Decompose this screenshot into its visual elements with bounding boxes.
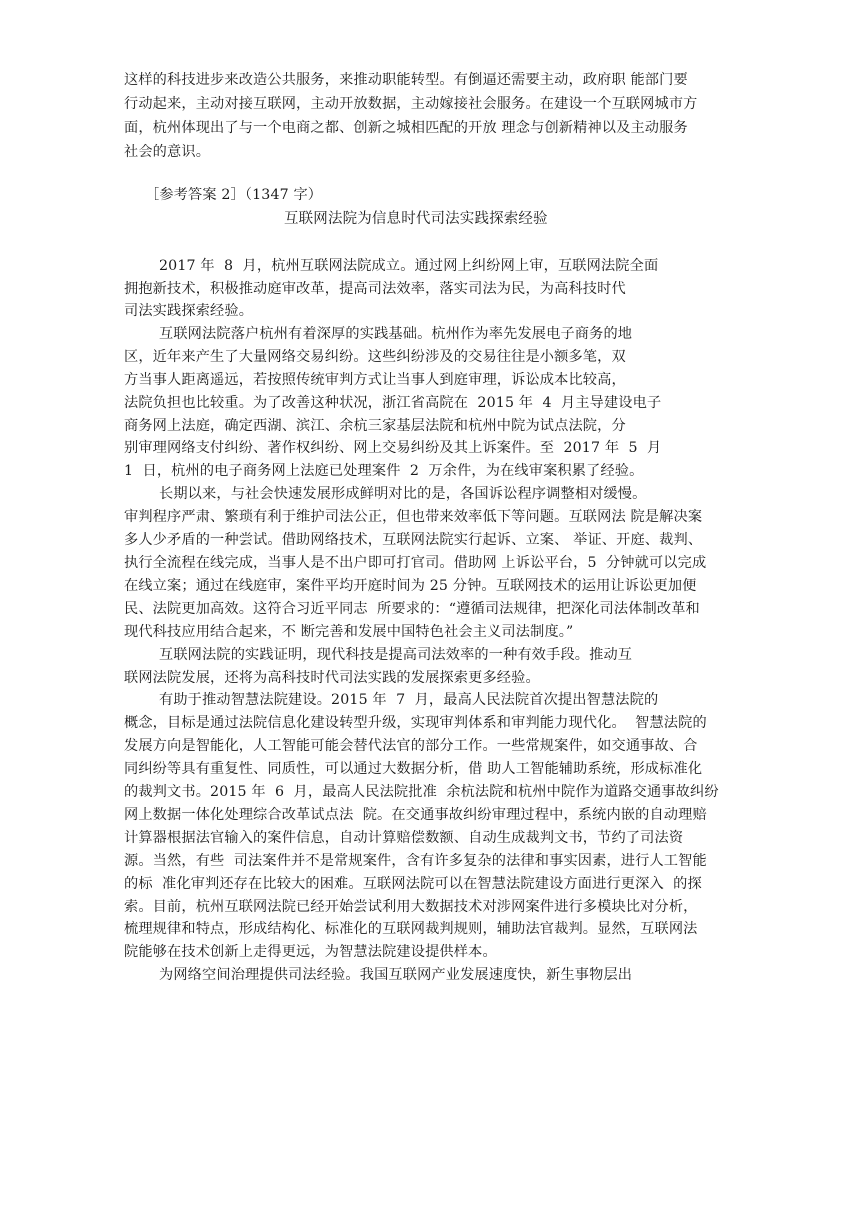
body-line: 发展方向是智能化，人工智能可能会替代法官的部分工作。一些常规案件，如交通事故、合 — [124, 738, 698, 754]
body-line: 为网络空间治理提供司法经验。我国互联网产业发展速度快，新生事物层出 — [159, 967, 633, 983]
body-line: 审判程序严肃、繁琐有利于维护司法公正，但也带来效率低下等问题。互联网法 院是解决案 — [124, 509, 703, 525]
body-line: 概念，目标是通过法院信息化建设转型升级，实现审判体系和审判能力现代化。 智慧法院的 — [124, 715, 707, 731]
intro-line: 行动起来，主动对接互联网，主动开放数据，主动嫁接社会服务。在建设一个互联网城市方 — [124, 96, 698, 112]
body-line: 执行全流程在线完成，当事人是不出户即可打官司。借助网 上诉讼平台，5 分钟就可以完成 — [124, 555, 707, 571]
body-line: 法院负担也比较重。为了改善这种状况，浙江省高院在 2015 年 4 月主导建设电子 — [124, 395, 662, 411]
body-line: 别审理网络支付纠纷、著作权纠纷、网上交易纠纷及其上诉案件。至 2017 年 5 月 — [124, 440, 662, 456]
body-line: 长期以来，与社会快速发展形成鲜明对比的是，各国诉讼程序调整相对缓慢。 — [159, 486, 647, 502]
intro-line: 这样的科技进步来改造公共服务，来推动职能转型。有倒逼还需要主动，政府职 能部门要 — [124, 72, 688, 88]
body-line: 院能够在技术创新上走得更远，为智慧法院建设提供样本。 — [124, 944, 497, 960]
essay-title: 互联网法院为信息时代司法实践探索经验 — [284, 211, 548, 227]
body-line: 现代科技应用结合起来，不 断完善和发展中国特色社会主义司法制度。” — [124, 624, 574, 640]
body-line: 联网法院发展，还将为高科技时代司法实践的发展探索更多经验。 — [124, 670, 540, 686]
body-line: 有助于推动智慧法院建设。2015 年 7 月，最高人民法院首次提出智慧法院的 — [159, 692, 659, 708]
body-line: 1 日，杭州的电子商务网上法庭已处理案件 2 万余件，为在线审案积累了经验。 — [124, 463, 644, 479]
body-line: 2017 年 8 月，杭州互联网法院成立。通过网上纠纷网上审，互联网法院全面 — [159, 258, 659, 274]
body-line: 多人少矛盾的一种尝试。借助网络技术，互联网法院实行起诉、立案、 举证、开庭、裁判、 — [124, 532, 703, 548]
answer-label: ［参考答案 2］（1347 字） — [145, 187, 323, 203]
body-line: 互联网法院落户杭州有着深厚的实践基础。杭州作为率先发展电子商务的地 — [159, 326, 633, 342]
body-line: 计算器根据法官输入的案件信息，自动计算赔偿数额、自动生成裁判文书，节约了司法资 — [124, 830, 684, 846]
body-line: 同纠纷等具有重复性、同质性，可以通过大数据分析，借 助人工智能辅助系统，形成标准化 — [124, 761, 703, 777]
body-line: 拥抱新技术，积极推动庭审改革，提高司法效率，落实司法为民，为高科技时代 — [124, 281, 626, 297]
body-line: 的裁判文书。2015 年 6 月，最高人民法院批准 余杭法院和杭州中院作为道路交通事故纠纷 — [124, 784, 719, 800]
body-line: 方当事人距离遥远，若按照传统审判方式让当事人到庭审理，诉讼成本比较高， — [124, 372, 626, 388]
body-line: 网上数据一体化处理综合改革试点法 院。在交通事故纠纷审理过程中，系统内嵌的自动理赔 — [124, 807, 707, 823]
body-line: 司法实践探索经验。 — [124, 303, 254, 319]
intro-line: 面，杭州体现出了与一个电商之都、创新之城相匹配的开放 理念与创新精神以及主动服务 — [124, 120, 688, 136]
body-line: 的标 准化审判还存在比较大的困难。互联网法院可以在智慧法院建设方面进行更深入 的探 — [124, 876, 702, 892]
body-line: 源。当然，有些 司法案件并不是常规案件，含有许多复杂的法律和事实因素，进行人工智能 — [124, 853, 707, 869]
body-line: 互联网法院的实践证明，现代科技是提高司法效率的一种有效手段。推动互 — [159, 647, 633, 663]
body-line: 在线立案；通过在线庭审，案件平均开庭时间为 25 分钟。互联网技术的运用让诉讼更加便 — [124, 578, 697, 594]
body-line: 民、法院更加高效。这符合习近平同志 所要求的：“遵循司法规律，把深化司法体制改革和 — [124, 601, 700, 617]
body-line: 区，近年来产生了大量网络交易纠纷。这些纠纷涉及的交易往往是小额多笔，双 — [124, 349, 626, 365]
intro-line: 社会的意识。 — [124, 144, 211, 160]
body-line: 商务网上法庭，确定西湖、滨江、余杭三家基层法院和杭州中院为试点法院，分 — [124, 418, 626, 434]
body-line: 索。目前，杭州互联网法院已经开始尝试利用大数据技术对涉网案件进行多模块比对分析， — [124, 899, 698, 915]
body-line: 梳理规律和特点，形成结构化、标准化的互联网裁判规则，辅助法官裁判。显然，互联网法 — [124, 921, 698, 937]
